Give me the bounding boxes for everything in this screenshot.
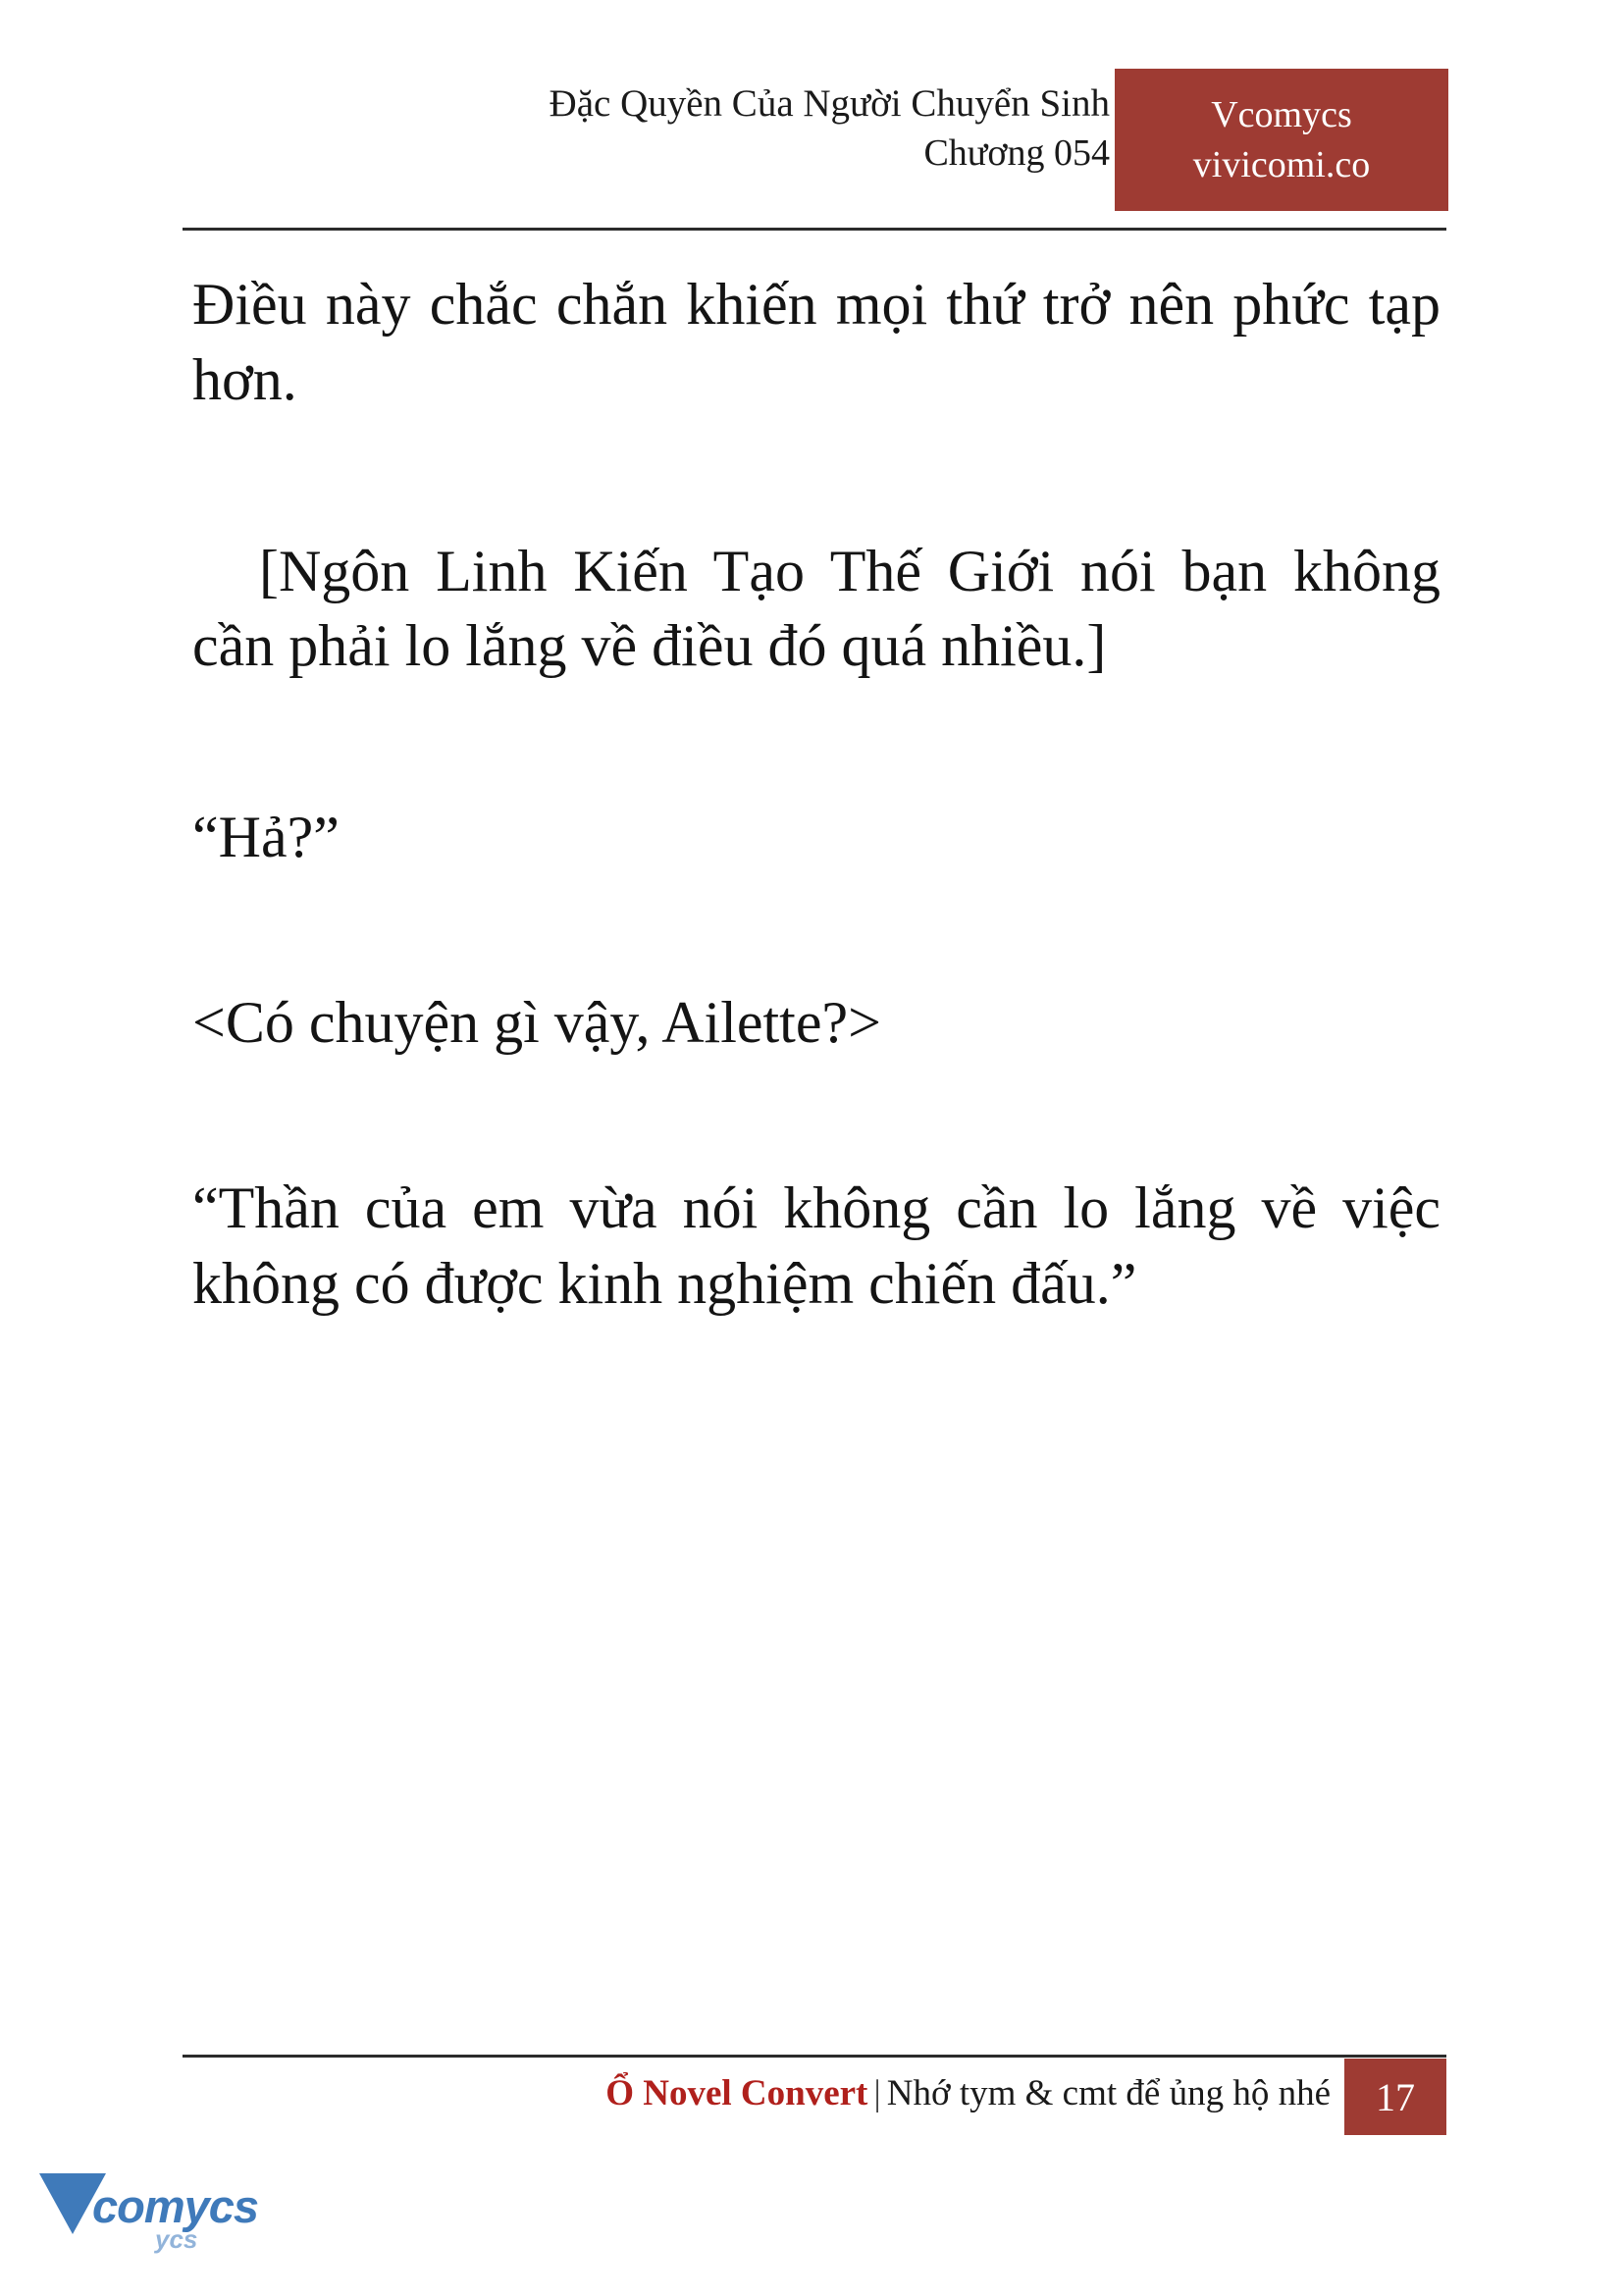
paragraph-spacer [192, 875, 1441, 985]
paragraph-4: <Có chuyện gì vậy, Ailette?> [192, 989, 881, 1055]
paragraph-1: Điều này chắc chắn khiến mọi thứ trở nên phức tạp hơn. [192, 272, 1441, 412]
brand-badge [1115, 69, 1448, 211]
paragraph-3: “Hả?” [192, 805, 340, 870]
paragraph-spacer [192, 684, 1441, 800]
header-title-block [550, 78, 1110, 179]
watermark-text: comycs [92, 2180, 259, 2232]
paragraph-spacer [192, 418, 1441, 534]
vcomycs-watermark-logo [39, 2173, 259, 2264]
paragraph-2: [Ngôn Linh Kiến Tạo Thế Giới nói bạn không cần phải lo lắng về điều đó quá nhiều.] [192, 538, 1441, 679]
footer-note: Nhớ tym & cmt để ủng hộ nhé [886, 2073, 1331, 2113]
footer-separator: | [873, 2073, 881, 2113]
page-header [183, 78, 1448, 235]
footer-brand: Ổ Novel Convert [605, 2073, 868, 2113]
page-content [192, 267, 1441, 1321]
footer-divider [183, 2055, 1446, 2058]
book-title: Đặc Quyền Của Người Chuyển Sinh [549, 82, 1110, 125]
watermark-tail-text: ycs [155, 2224, 198, 2254]
header-divider [183, 228, 1446, 231]
brand-name: Vcomycs [1211, 94, 1352, 136]
page-number: 17 [1376, 2074, 1415, 2119]
page-footer [183, 2064, 1446, 2141]
footer-text-block [605, 2072, 1331, 2114]
chapter-label: Chương 054 [923, 132, 1110, 175]
paragraph-spacer [192, 1061, 1441, 1171]
watermark-v-inner-icon [88, 2238, 126, 2273]
page-number-badge [1344, 2059, 1446, 2135]
paragraph-5: “Thần của em vừa nói không cần lo lắng về việc không có được kinh nghiệm chiến đấu.” [192, 1174, 1441, 1316]
brand-url: vivicomi.co [1192, 143, 1371, 185]
